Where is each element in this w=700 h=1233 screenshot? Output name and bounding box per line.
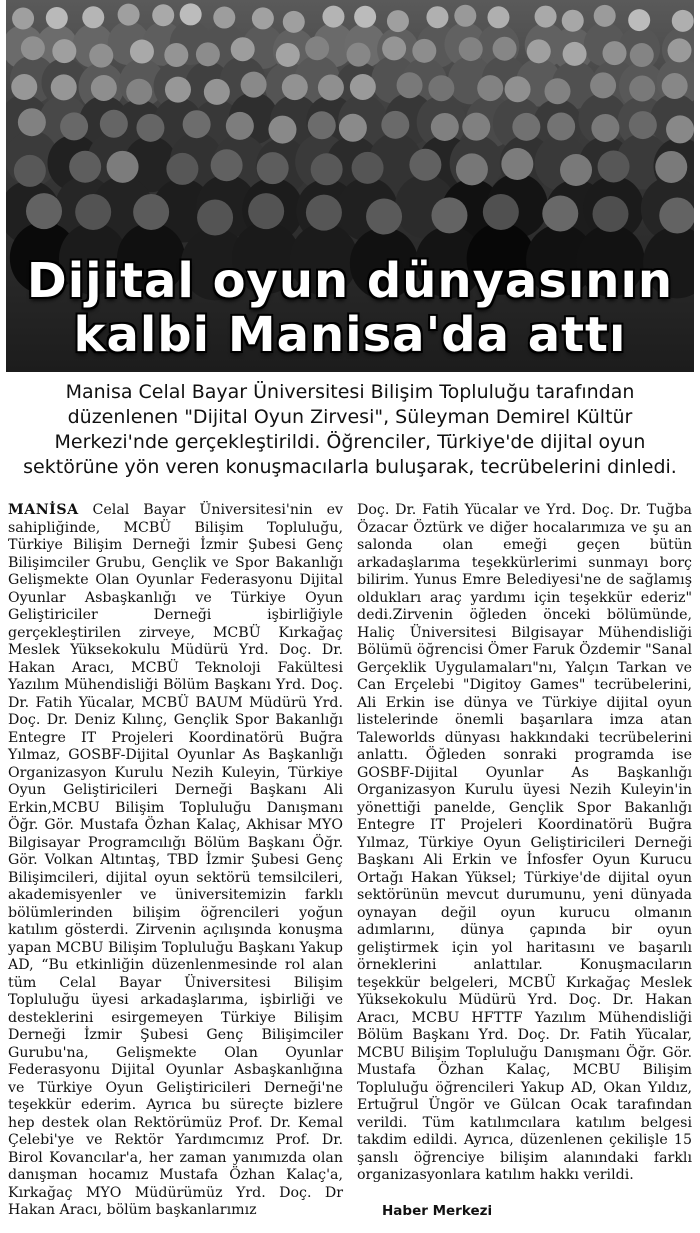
headline (6, 254, 694, 362)
body-text-left: Celal Bayar Üniversitesi'nin ev sahipliğinde, MCBÜ Bilişim Topluluğu, Türkiye Bilişim Derneği İzmir Şubesi Genç Bilişimciler Grubu, Gençlik ve Spor Bakanlığı Gelişmekte Olan Oyunlar Federasyonu Dijital Oyunlar Asbaşkanlığı ve Türkiye Oyun Geliştiriciler Derneği işbirliğiyle gerçekleştirilen zirveye, MCBÜ Kırkağaç Meslek Yüksekokulu Müdürü Yrd. Doç. Dr. Hakan Aracı, MCBÜ Teknoloji Fakültesi Yazılım Mühendisliği Bölüm Başkanı Yrd. Doç. Dr. Fatih Yücalar, MCBÜ BAUM Müdürü Yrd. Doç. Dr. Deniz Kılınç, Gençlik Spor Bakanlığı Entegre IT Projeleri Koordinatörü Buğra Yılmaz, GOSBF-Dijital Oyunlar As Başkanlığı Organizasyon Kurulu Nezih Kuleyin, Türkiye Oyun Geliştiricileri Derneği Başkanı Ali Erkin,MCBU Bilişim Topluluğu Danışmanı Öğr. Gör. Mustafa Özhan Kalaç, Akhisar MYO Bilgisayar Programcılığı Bölüm Başkanı Öğr. Gör. Volkan Altıntaş, TBD İzmir Şubesi Genç Bilişimcileri, dijital oyun sektörü temsilcileri, akademisyenler ve üniversitemizin farklı bölümlerinden bilişim öğrencileri yoğun katılım gösterdi. Zirvenin açılışında konuşma yapan MCBU Bilişim Topluluğu Başkanı Yakup AD, “Bu etkinliğin düzenlenmesinde rol alan tüm Celal Bayar Üniversitesi Bilişim Topluluğu üyesi arkadaşlarıma, işbirliği ve desteklerini esirgemeyen Türkiye Bilişim Derneği İzmir Şubesi Genç Bilişimciler Gurubu'na, Gelişmekte Olan Oyunlar Federasyonu Dijital Oyunlar Asbaşkanlığına ve Türkiye Oyun Geliştiricileri Derneği'ne teşekkür ederim. Ayrıca bu süreçte bizlere hep destek olan Rektörümüz Prof. Dr. Kemal Çelebi'ye ve Rektör Yardımcımız Prof. Dr. Birol Kovancılar'a, her zaman yanımızda olan danışman hocamız Mustafa Özhan Kalaç'a, Kırkağaç MYO Müdürümüz Yrd. Doç. Dr Hakan Aracı, bölüm başkanlarımız (8, 502, 343, 1218)
author-byline: Haber Merkezi (382, 1203, 493, 1219)
body-text-right: Doç. Dr. Fatih Yücalar ve Yrd. Doç. Dr. Tuğba Özacar Öztürk ve diğer hocalarımıza ve şu an salonda olan emeği geçen bütün arkadaşlarıma teşekkürlerimi sunmayı borç bilirim. Yunus Emre Belediyesi'ne de sağlamış oldukları araç yardımı için teşekkür ederiz" dedi.Zirvenin öğleden önceki bölümünde, Haliç Üniversitesi Bilgisayar Mühendisliği Bölümü öğrencisi Ömer Faruk Özdemir "Sanal Gerçeklik Uygulamaları"nı, Yalçın Tarkan ve Can Erçelebi "Digitoy Games" tecrübelerini, Ali Erkin ise dünya ve Türkiye dijital oyun listelerinde önemli başarılara imza atan Taleworlds dünyası hakkındaki tecrübelerini anlattı. Öğleden sonraki programda ise GOSBF-Dijital Oyunlar As Başkanlığı Organizasyon Kurulu üyesi Nezih Kuleyin'in yönettiği panelde, Gençlik Spor Bakanlığı Entegre IT Projeleri Koordinatörü Buğra Yılmaz, Türkiye Oyun Geliştiricileri Derneği Başkanı Ali Erkin ve İnfosfer Oyun Kurucu Ortağı Hakan Yüksel; Türkiye'de dijital oyun sektörünün mevcut durumunu, yeni dünyada oynayan değil oyun kurucu olmanın adımlarını, dünya çapında bir oyun geliştirmek için yol haritasını ve başarılı örneklerini anlattılar. Konuşmacıların teşekkür belgeleri, MCBÜ Kırkağaç Meslek Yüksekokulu Müdürü Yrd. Doç. Dr. Hakan Aracı, MCBU HFTTF Yazılım Mühendisliği Bölüm Başkanı Yrd. Doç. Dr. Fatih Yücalar, MCBU Bilişim Topluluğu Danışmanı Öğr. Gör. Mustafa Özhan Kalaç, MCBU Bilişim Topluluğu öğrencileri Yakup AD, Okan Yıldız, Ertuğrul Üngör ve Gülcan Ocak tarafından verildi. Tüm katılımcılara katılım belgesi takdim edildi. Ayrıca, düzenlenen çekilişle 15 şanslı öğrenciye bilişim alanındaki farklı organizasyonlara katılım hakkı verildi. (357, 502, 692, 1183)
headline-line-2: kalbi Manisa'da attı (73, 307, 627, 363)
dateline: MANİSA (8, 502, 79, 518)
headline-line-1: Dijital oyun dünyasının (26, 253, 674, 309)
body-column-left (8, 502, 343, 1220)
subheadline: Manisa Celal Bayar Üniversitesi Bilişim Topluluğu tarafından düzenlenen "Dijital Oyun Zirvesi", Süleyman Demirel Kültür Merkezi'nde gerçekleştirildi. Öğrenciler, Türkiye'de dijital oyun sektörüne yön veren konuşmacılarla buluşarak, tecrübelerini dinledi. (23, 381, 677, 478)
body-column-right (357, 502, 692, 1185)
